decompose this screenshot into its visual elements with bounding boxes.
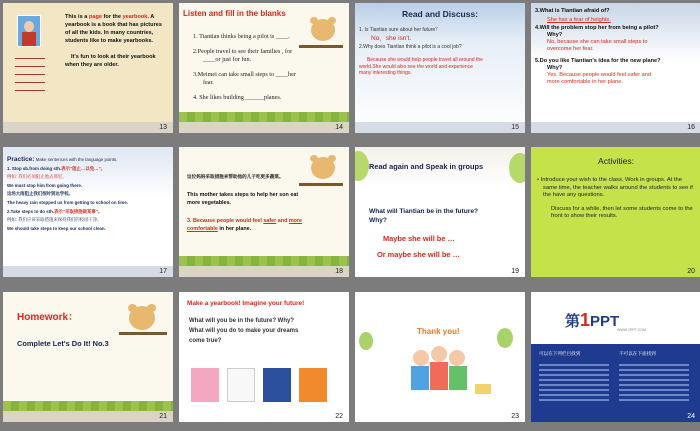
ad-panel (531, 344, 700, 422)
book-icon (475, 384, 491, 394)
homework-text: Complete Let's Do It! No.3 (17, 339, 109, 348)
answer-2: Or maybe she will be … (377, 250, 460, 259)
slide-title: Listen and fill in the blanks (183, 9, 286, 18)
prompt-text: What will you be in the future? Why? What will you do to make your dreams come true? (189, 318, 299, 344)
slide-number: 20 (687, 268, 695, 275)
slide-number: 19 (511, 268, 519, 275)
activities-text: • Introduce your wish to the class. Work in groups. At the same time, the teacher walks around the students to see if the have any questions. Discuss for a while, then let some students come to the front to show their results. (537, 177, 693, 220)
slide-number: 24 (687, 413, 695, 420)
nurse-image (191, 368, 219, 402)
discussion-text: 1. Is Tiantian sure about her future？ No，she isn't. 2.Why does Tiantian think a pilot is a cool job? Because she would help people travel all around the world.She would also see the world and experience many interesting things. (359, 27, 483, 76)
tree-icon (509, 153, 525, 183)
slide-number: 16 (687, 124, 695, 131)
yearbook-text: This is a page for the yearbook. A yearbook is a book that has pictures of all the kids. In many countries, students like to make yearbooks. It's fun to look at their yearbook when they are older. (65, 14, 162, 68)
ad-label-right: 不可以在下面找到 (619, 351, 656, 356)
slide-23[interactable] (355, 292, 525, 422)
kids-image (409, 346, 469, 396)
police-image (263, 368, 291, 402)
doctor-image (299, 368, 327, 402)
student-photo (17, 15, 41, 47)
slide-14[interactable] (179, 3, 349, 133)
slide-24[interactable] (531, 292, 700, 422)
slide-title: Activities: (598, 156, 634, 166)
slide-title: Read and Discuss: (401, 9, 479, 19)
slide-16[interactable] (531, 3, 700, 133)
slide-number: 14 (335, 124, 343, 131)
slide-17[interactable] (3, 147, 173, 277)
slide-21[interactable] (3, 292, 173, 422)
thank-you-banner: Thank you! (417, 327, 460, 336)
tree-icon (497, 328, 513, 348)
slide-number: 17 (159, 268, 167, 275)
slide-18-text: 这位妈妈采取措施来帮助他的儿子吃更多蔬菜。 This mother takes steps to help her son eat more vegetables. 3. Because people would feel safer and more comfortable in her plane. (187, 174, 303, 232)
tree-icon (359, 332, 373, 350)
slide-22[interactable] (179, 292, 349, 422)
slide-title: Homework： (17, 312, 79, 323)
slide-number: 21 (159, 413, 167, 420)
slide-number: 15 (511, 124, 519, 131)
slide-20[interactable] (531, 147, 700, 277)
slide-title: Read again and Speak in groups (369, 162, 484, 171)
slide-13[interactable] (3, 3, 173, 133)
answer-1: Maybe she will be … (383, 234, 455, 243)
slide-title: Make a yearbook! Imagine your future! (187, 300, 305, 307)
chef-image (227, 368, 255, 402)
ad-label-left: 可以在下列栏目找到 (539, 351, 581, 356)
slide-15[interactable] (355, 3, 525, 133)
question: What will Tiantian be in the future? Why? (369, 208, 479, 224)
slide-number: 13 (159, 124, 167, 131)
bullet-icon: • (537, 177, 541, 183)
practice-text: Practice: Make sentences with the language points. 1. Stop sb.from doing sth.表示“阻止…以免…”。 例如: 我们必须阻止他去那里。 We must stop him from going there. 这场大雨阻止我们按时到达学校。 The heavy rain stopped us from getting to school on time. 2.Take steps to do sth.表示“采取措施做某事”。 例如: 我们应该采取措施来保持我们的校园干净。 We should take steps to keep our school clean. (7, 156, 128, 231)
slide-number: 18 (335, 268, 343, 275)
logo-url: WWW.1PPT.COM (617, 328, 646, 332)
bear-icon (129, 306, 155, 330)
slide-19[interactable] (355, 147, 525, 277)
slide-18[interactable] (179, 147, 349, 277)
question-list: 1. Tiantian thinks being a pilot is ____. 2.People travel to see their families , for ____or just for fun. 3.Meimei can take small steps to ____her fear. 4. She likes building ______planes. (193, 33, 296, 101)
logo: 第1PPT (565, 310, 620, 330)
slide-number: 22 (335, 413, 343, 420)
slide-number: 23 (511, 413, 519, 420)
photo-lines (15, 51, 45, 91)
qa-text: 3.What is Tiantian afraid of? She has a fear of heights. 4.Will the problem stop her from being a pilot? Why? No, because she can take small steps to overcome her fear. 5.Do you like Tiantian's idea for the new plane? Why? Yes. Because people would feel safer and more comfortable in her plane. (535, 8, 661, 85)
branch-icon (119, 332, 167, 335)
